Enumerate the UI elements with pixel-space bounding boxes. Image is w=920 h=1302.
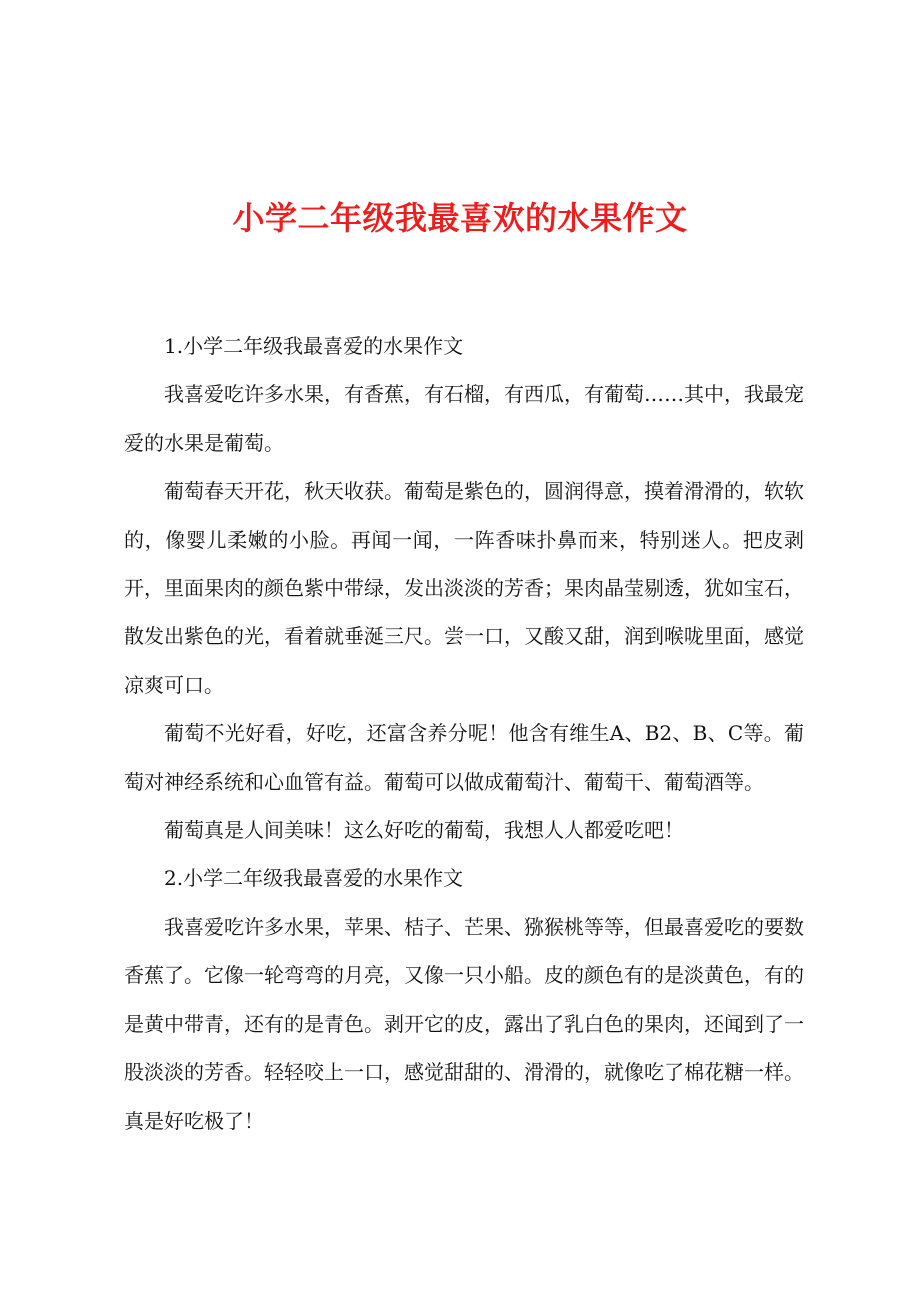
- document-body: [124, 322, 804, 1145]
- essay-1-paragraph: 葡萄真是人间美味！这么好吃的葡萄，我想人人都爱吃吧！: [164, 818, 684, 843]
- essay-2-paragraph: 我喜爱吃许多水果，苹果、桔子、芒果、猕猴桃等等，但最喜爱吃的要数香蕉了。它像一轮弯弯的月亮，又像一只小船。皮的颜色有的是淡黄色，有的是黄中带青，还有的是青色。剥开它的皮，露出了乳白色的果肉，还闻到了一股淡淡的芳香。轻轻咬上一口，感觉甜甜的、滑滑的，就像吃了棉花糖一样。真是好吃极了！: [124, 914, 804, 1133]
- essay-1-paragraph: 葡萄春天开花，秋天收获。葡萄是紫色的，圆润得意，摸着滑滑的，软软的，像婴儿柔嫩的小脸。再闻一闻，一阵香味扑鼻而来，特别迷人。把皮剥开，里面果肉的颜色紫中带绿，发出淡淡的芳香；果肉晶莹剔透，犹如宝石，散发出紫色的光，看着就垂涎三尺。尝一口，又酸又甜，润到喉咙里面，感觉凉爽可口。: [124, 479, 804, 697]
- essay-2-heading: 2.小学二年级我最喜爱的水果作文: [164, 866, 464, 891]
- essay-1-heading: 1.小学二年级我最喜爱的水果作文: [164, 334, 464, 358]
- page-title: 小学二年级我最喜欢的水果作文: [232, 199, 688, 237]
- essay-1-paragraph: 葡萄不光好看，好吃，还富含养分呢！他含有维生A、B2、B、C等。葡萄对神经系统和心血管有益。葡萄可以做成葡萄汁、葡萄干、葡萄酒等。: [124, 721, 804, 794]
- essay-1-paragraph: 我喜爱吃许多水果，有香蕉，有石榴，有西瓜，有葡萄……其中，我最宠爱的水果是葡萄。: [124, 382, 804, 455]
